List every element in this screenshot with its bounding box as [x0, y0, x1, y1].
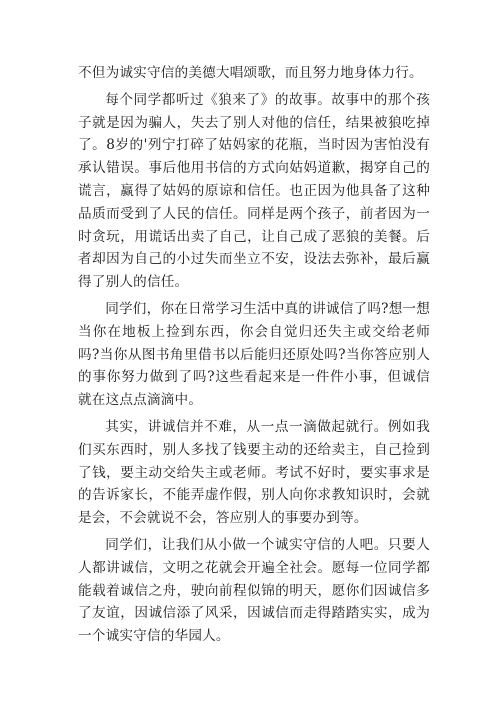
paragraph-3: 同学们，你在日常学习生活中真的讲诚信了吗?想一想当你在地板上捡到东西，你会自觉归还失主或交给老师吗?当你从图书角里借书以后能归还原处吗?当你答应别人的事你努力做到了吗?这些看起来是一件件小事，但诚信就在这点点滴滴中。 [78, 300, 430, 409]
paragraph-1: 不但为诚实守信的美德大唱颂歌，而且努力地身体力行。 [78, 65, 423, 81]
paragraph-4: 其实，讲诚信并不难，从一点一滴做起就行。例如我们买东西时，别人多找了钱要主动的还给卖主，自己捡到了钱，要主动交给失主或老师。考试不好时，要实事求是的告诉家长，不能弄虚作假，别人向你求教知识时，会就是会，不会就说不会，答应别人的事要办到等。 [78, 418, 430, 527]
paragraph-5: 同学们，让我们从小做一个诚实守信的人吧。只要人人都讲诚信，文明之花就会开遍全社会。愿每一位同学都能载着诚信之舟，驶向前程似锦的明天，愿你们因诚信多了友谊，因诚信添了风采，因诚信而走得踏踏实实，成为一个诚实守信的华园人。 [78, 536, 430, 645]
paragraph-2: 每个同学都听过《狼来了》的故事。故事中的那个孩子就是因为骗人，失去了别人对他的信任，结果被狼吃掉了。8岁的'列宁打碎了姑妈家的花瓶，当时因为害怕没有承认错误。事后他用书信的方式向姑妈道歉，揭穿自己的谎言，赢得了姑妈的原谅和信任。也正因为他具备了这种品质而受到了人民的信任。同样是两个孩子，前者因为一时贪玩，用谎话出卖了自己，让自己成了恶狼的美餐。后者却因为自己的小过失而坐立不安，设法去弥补，最后赢得了别人的信任。 [78, 91, 430, 291]
document-body [78, 62, 430, 652]
